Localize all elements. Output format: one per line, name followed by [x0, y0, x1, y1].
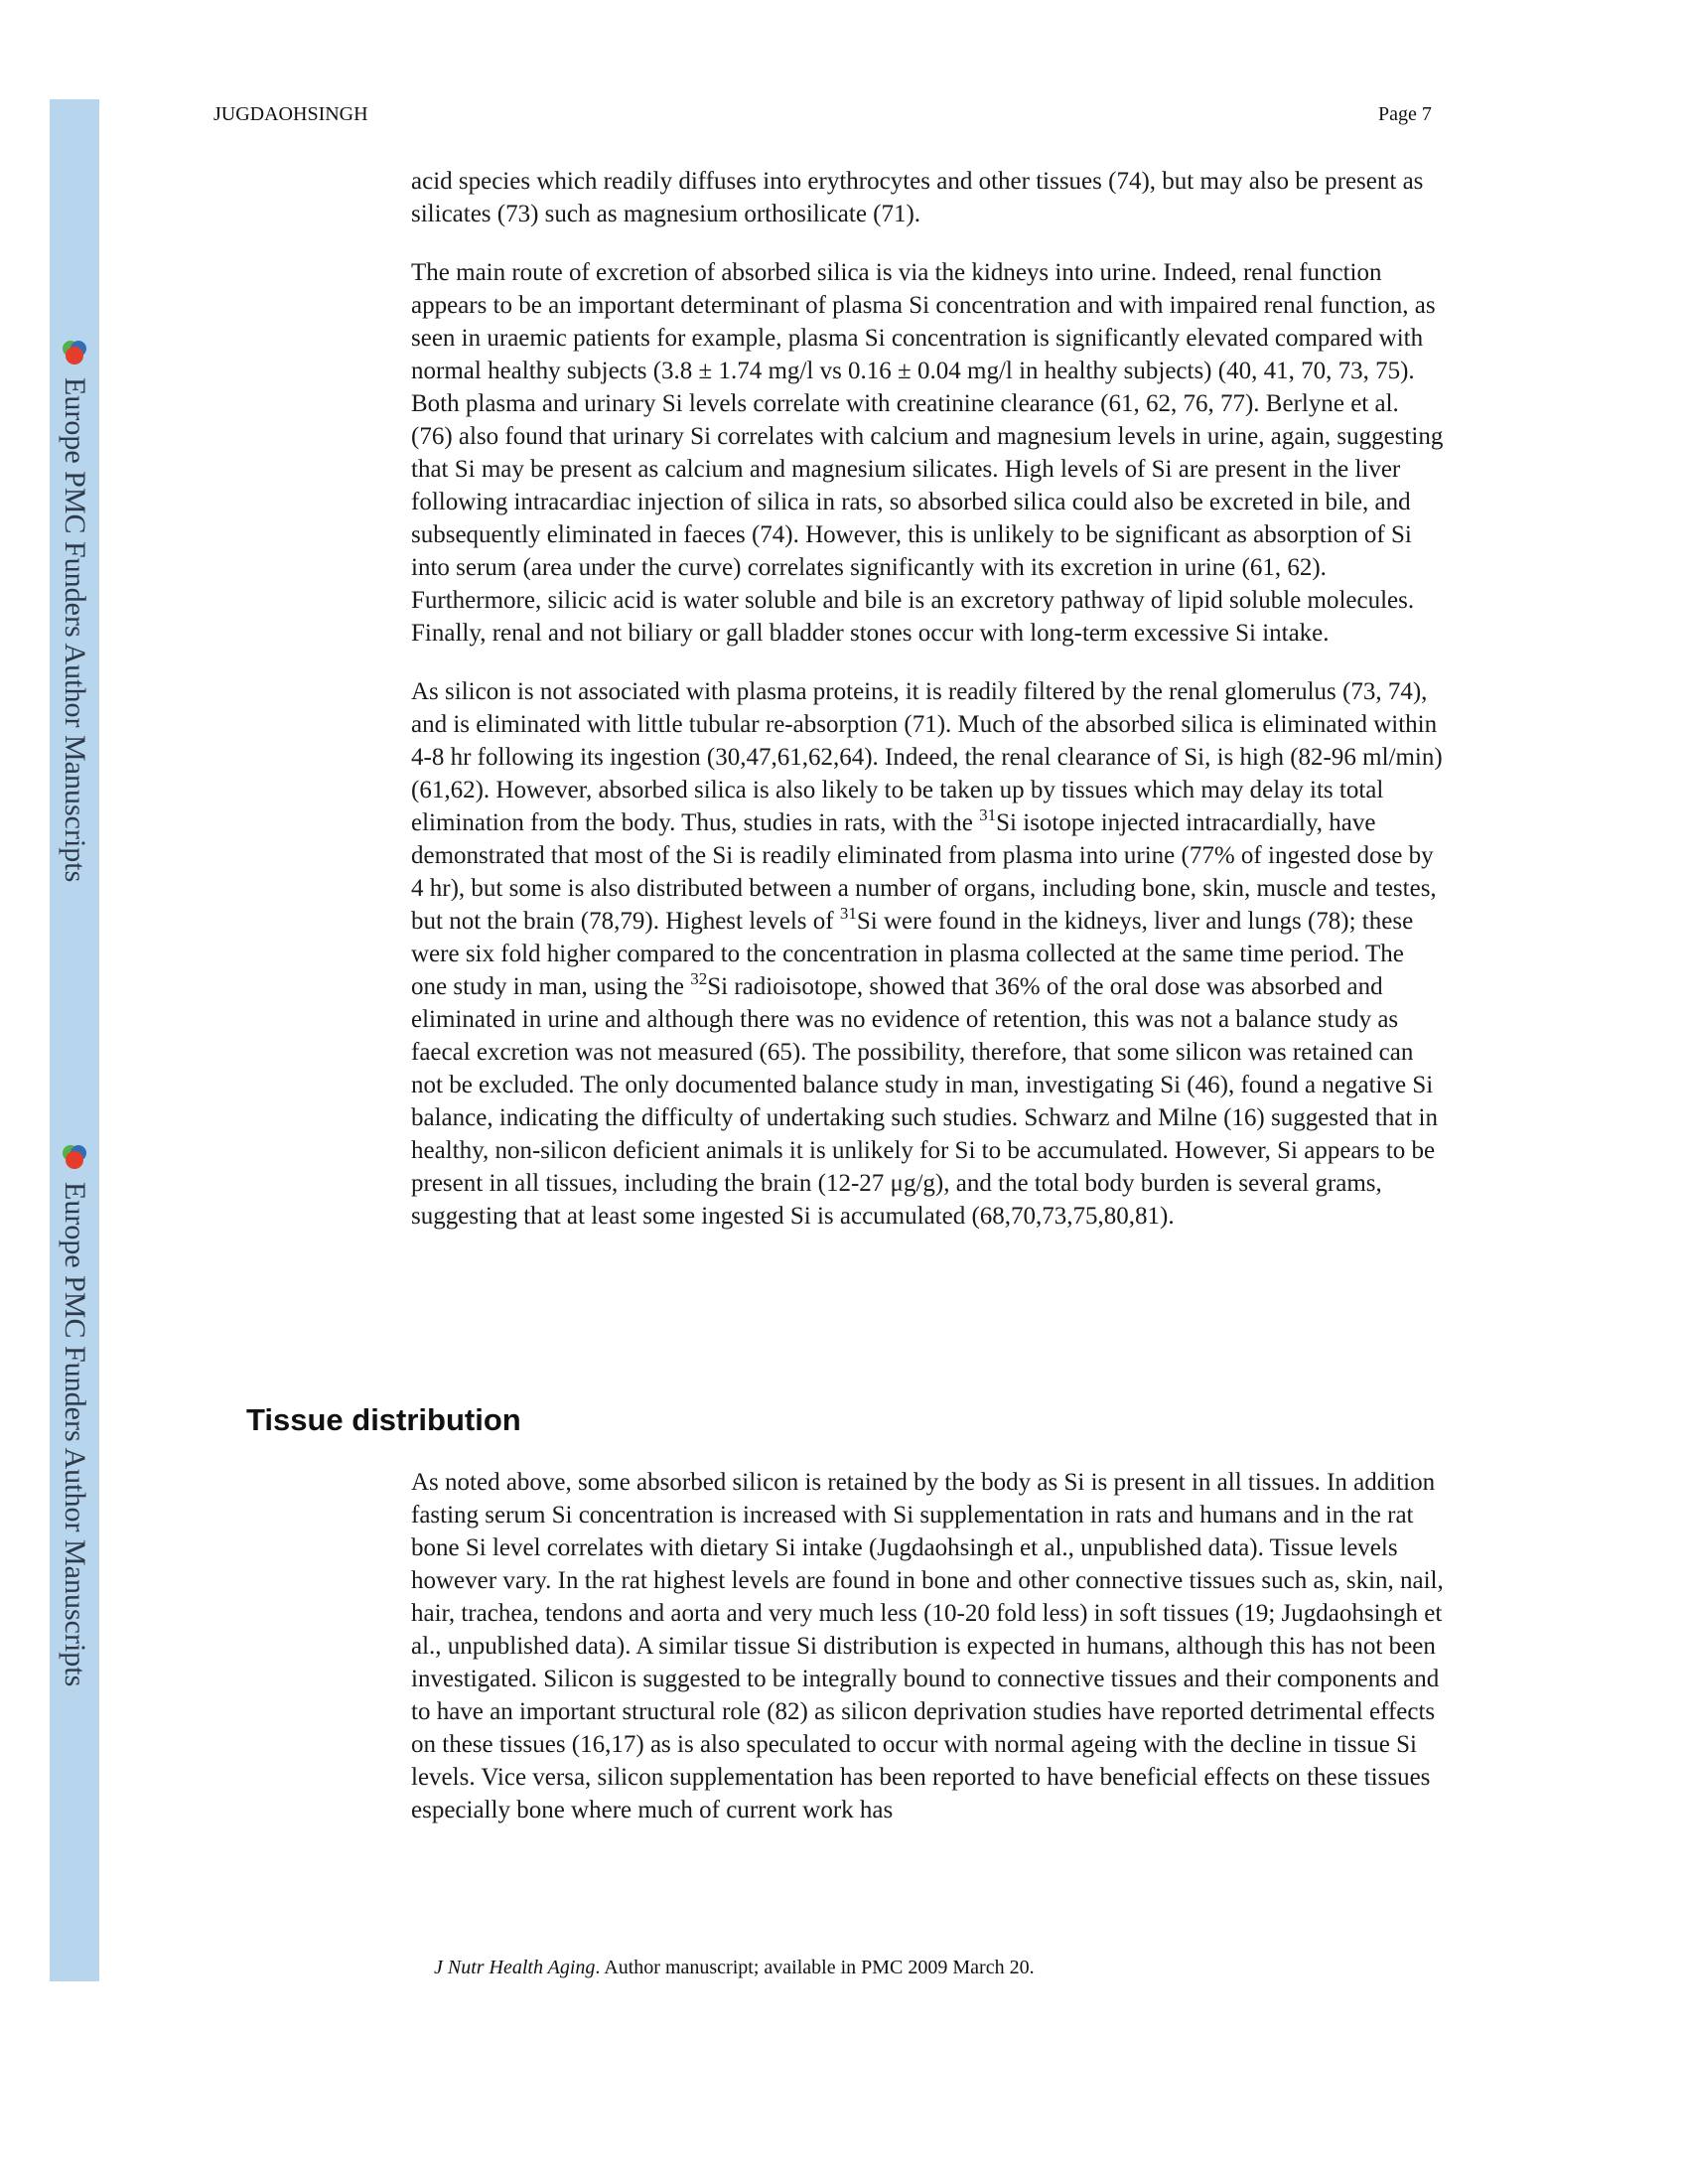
- sidebar-label: Europe PMC Funders Author Manuscripts: [59, 377, 91, 883]
- sidebar-label: Europe PMC Funders Author Manuscripts: [59, 1182, 91, 1687]
- paragraph: The main route of excretion of absorbed silica is via the kidneys into urine. Indeed, renal function appears to be an important determinant of plasma Si concentration and with impaired renal function, as seen in uraemic patients for example, plasma Si concentration is significantly elevated compared with normal healthy subjects (3.8 ± 1.74 mg/l vs 0.16 ± 0.04 mg/l in healthy subjects) (40, 41, 70, 73, 75). Both plasma and urinary Si levels correlate with creatinine clearance (61, 62, 76, 77). Berlyne et al. (76) also found that urinary Si correlates with calcium and magnesium levels in urine, again, suggesting that Si may be present as calcium and magnesium silicates. High levels of Si are present in the liver following intracardiac injection of silica in rats, so absorbed silica could also be excreted in bile, and subsequently eliminated in faeces (74). However, this is unlikely to be significant as absorption of Si into serum (area under the curve) correlates significantly with its excretion in urine (61, 62). Furthermore, silicic acid is water soluble and bile is an excretory pathway of lipid soluble molecules. Finally, renal and not biliary or gall bladder stones occur with long-term excessive Si intake.: [411, 259, 1444, 647]
- sidebar-label-group: [50, 338, 99, 973]
- paragraph: [411, 675, 1444, 1233]
- isotope-superscript: 32: [690, 969, 708, 988]
- body-text: [411, 1466, 1444, 1826]
- paragraph-text: As silicon is not associated with plasma proteins, it is readily filtered by the renal glomerulus (73, 74), and is eliminated with little tubular re-absorption (71). Much of the absorbed silica is eliminated within 4-8 hr following its ingestion (30,47,61,62,64). Indeed, the renal clearance of Si, is high (82-96 ml/min) (61,62). However, absorbed silica is also likely to be taken up by tissues which may delay its total elimination from the body. Thus, studies in rats, with the: [411, 678, 1443, 836]
- body-text: [411, 165, 1444, 1258]
- paragraph-text: Si isotope injected intracardially, have demonstrated that most of the Si is readily eliminated from plasma into urine (77% of ingested dose by 4 hr), but some is also distributed between a number of organs, including bone, skin, muscle and testes, but not the brain (78,79). Highest levels of: [411, 809, 1437, 935]
- europe-pmc-sidebar: [50, 99, 99, 1981]
- running-head: JUGDAOHSINGH: [213, 103, 368, 125]
- isotope-superscript: 31: [979, 805, 997, 824]
- europe-pmc-logo-icon: [60, 338, 89, 367]
- footer-text: . Author manuscript; available in PMC 2009 March 20.: [595, 1957, 1035, 1978]
- paragraph-text: Si radioisotope, showed that 36% of the oral dose was absorbed and eliminated in urine and although there was no evidence of retention, this was not a balance study as faecal excretion was not measured (65). The possibility, therefore, that some silicon was retained can not be excluded. The only documented balance study in man, investigating Si (46), found a negative Si balance, indicating the difficulty of undertaking such studies. Schwarz and Milne (16) suggested that in healthy, non-silicon deficient animals it is unlikely for Si to be accumulated. However, Si appears to be present in all tissues, including the brain (12-27 μg/g), and the total body burden is several grams, suggesting that at least some ingested Si is accumulated (68,70,73,75,80,81).: [411, 973, 1438, 1230]
- paragraph: acid species which readily diffuses into erythrocytes and other tissues (74), but may also be present as silicates (73) such as magnesium orthosilicate (71).: [411, 168, 1424, 227]
- page-number: Page 7: [1378, 103, 1432, 125]
- paragraph: As noted above, some absorbed silicon is retained by the body as Si is present in all tissues. In addition fasting serum Si concentration is increased with Si supplementation in rats and humans and in the rat bone Si level correlates with dietary Si intake (Jugdaohsingh et al., unpublished data). Tissue levels however vary. In the rat highest levels are found in bone and other connective tissues such as, skin, nail, hair, trachea, tendons and aorta and very much less (10-20 fold less) in soft tissues (19; Jugdaohsingh et al., unpublished data). A similar tissue Si distribution is expected in humans, although this has not been investigated. Silicon is suggested to be integrally bound to connective tissues and their components and to have an important structural role (82) as silicon deprivation studies have reported detrimental effects on these tissues (16,17) as is also speculated to occur with normal ageing with the decline in tissue Si levels. Vice versa, silicon supplementation has been reported to have beneficial effects on these tissues especially bone where much of current work has: [411, 1469, 1444, 1823]
- paragraph-text: Si were found in the kidneys, liver and lungs (78); these were six fold higher compared to the concentration in plasma collected at the same time period. The one study in man, using the: [411, 908, 1414, 1000]
- isotope-superscript: 31: [839, 904, 857, 923]
- footer-citation: [434, 1957, 1035, 1979]
- section-heading: Tissue distribution: [246, 1402, 521, 1437]
- sidebar-label-group: [50, 1142, 99, 1778]
- europe-pmc-logo-icon: [60, 1142, 89, 1172]
- journal-title: J Nutr Health Aging: [434, 1957, 596, 1978]
